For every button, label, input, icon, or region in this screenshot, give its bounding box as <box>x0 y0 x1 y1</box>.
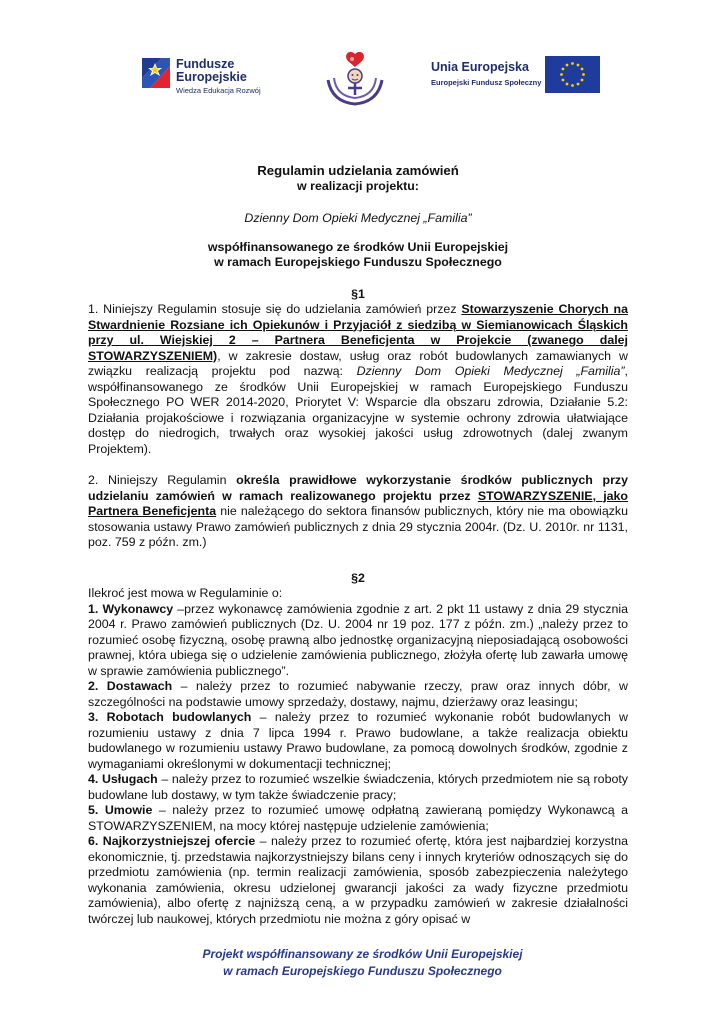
definition-term: 6. Najkorzystniejszej ofercie <box>88 834 256 848</box>
definition-item <box>88 679 628 710</box>
definition-item <box>88 602 628 680</box>
eu-star-icon <box>577 64 580 67</box>
familia-emblem-icon <box>322 50 388 108</box>
eu-star-icon <box>562 68 565 71</box>
p2-lead: 2. Niniejszy Regulamin <box>88 473 237 487</box>
definition-term: 2. Dostawach <box>88 679 173 693</box>
section-1-paragraph-2 <box>88 473 628 551</box>
document-subtitle: w realizacji projektu: <box>297 178 419 193</box>
p2-bold: określa prawidłowe wykorzystanie środków publicznych przy udzielaniu zamówień w ramach realizowanego projektu przez <box>88 473 629 503</box>
familia-logo <box>322 50 388 108</box>
cofinancing-line1: współfinansowanego ze środków Unii Europejskiej <box>207 239 509 254</box>
eu-star-icon <box>581 68 584 71</box>
eu-flag <box>545 56 600 93</box>
p1-tail: , współfinansowanego ze środków Unii Europejskiej w ramach Europejskiego Funduszu Społecznego PO WER 2014-2020, Priorytet V: Wsparcie dla obszaru zdrowia, Działanie 5.2: Działania projakościowe i rozwiązania organizacyjne w systemie ochrony zdrowia ułatwiające dostęp do niedrogich, trwałych oraz wysokiej jakości usług zdrowotnych (dalej zwanym Projektem). <box>88 364 628 456</box>
eu-star-icon <box>582 73 585 76</box>
fe-name-line2: Europejskie <box>176 70 247 84</box>
ue-name: Unia Europejska <box>431 60 529 74</box>
logo-bar <box>0 50 725 106</box>
definition-text: – należy przez to rozumieć umowę odpłatną zawieraną pomiędzy Wykonawcą a STOWARZYSZENIEM, na mocy której następuje udzielenie zamówienia; <box>88 803 628 833</box>
project-name: Dzienny Dom Opieki Medycznej „Familia” <box>244 211 472 225</box>
p1-association-name: Stowarzyszenie Chorych na Stwardnienie Rozsiane ich Opiekunów i Przyjaciół z siedzibą w Siemianowicach Śląskich przy ul. Wiejskiej 2 – Partnera Beneficjenta w Projekcie (zwanego dalej STOWARZYSZENIEM) <box>88 302 628 363</box>
definition-item <box>88 834 628 927</box>
definition-item <box>88 710 628 772</box>
ue-logo-text <box>431 60 542 87</box>
p2-tail: nie należącego do sektora finansów publicznych, który nie ma obowiązku stosowania ustawy Prawo zamówień publicznych z dnia 29 stycznia 2004r. (Dz. U. 2010r. nr 1131, poz. 759 z późn. zm.) <box>88 504 628 549</box>
ue-fund-name: Europejski Fundusz Społeczny <box>431 78 542 87</box>
p1-scope: , w zakresie dostaw, usług oraz robót budowlanych zamawianych w związku realizacją projektu pod nazwą: <box>88 348 628 378</box>
eu-star-icon <box>571 84 574 87</box>
cofinancing-line2: w ramach Europejskiego Funduszu Społecznego <box>214 255 502 269</box>
eu-star-icon <box>581 79 584 82</box>
p1-lead: 1. Niniejszy Regulamin stosuje się do udzielania zamówień przez <box>88 302 462 316</box>
eu-flag-icon <box>545 56 600 93</box>
section-1-heading: §1 <box>351 286 365 301</box>
section-2-intro: Ilekroć jest mowa w Regulaminie o: <box>88 586 283 600</box>
footer-line1: Projekt współfinansowany ze środków Unii Europejskiej <box>202 947 523 961</box>
definition-item <box>88 772 628 803</box>
document-body <box>88 163 628 927</box>
eu-star-icon <box>560 73 563 76</box>
eu-star-icon <box>577 83 580 86</box>
eu-star-icon <box>571 62 574 65</box>
page-footer <box>0 946 725 980</box>
p2-partner: STOWARZYSZENIE, jako Partnera Beneficjenta <box>88 488 629 518</box>
eu-star-icon <box>562 79 565 82</box>
eu-star-icon <box>566 83 569 86</box>
fe-tagline: Wiedza Edukacja Rozwój <box>176 86 261 95</box>
definition-term: 1. Wykonawcy <box>88 601 174 616</box>
definition-text: – należy przez to rozumieć wykonanie robót budowlanych w rozumieniu ustawy z dnia 7 lipca 1994 r. Prawo budowlane, a także realizacja obiektu budowlanego w rozumieniu ustawy Prawo budowlane, za pomocą dowolnych środków, zgodnie z wymaganiami określonymi w dokumentacji technicznej; <box>88 710 628 771</box>
fe-star-icon <box>140 56 172 90</box>
eu-star-icon <box>566 64 569 67</box>
definition-term: 5. Umowie <box>88 803 153 817</box>
definition-text: – należy przez to rozumieć nabywanie rzeczy, praw oraz innych dóbr, w szczególności na podstawie umowy sprzedaży, dostawy, najmu, dzierżawy oraz leasingu; <box>88 679 628 709</box>
footer-line2: w ramach Europejskiego Funduszu Społecznego <box>223 964 502 978</box>
p1-project-name: Dzienny Dom Opieki Medycznej „Familia” <box>356 364 625 378</box>
definition-term: 3. Robotach budowlanych <box>88 710 252 724</box>
definition-item <box>88 803 628 834</box>
document-title: Regulamin udzielania zamówień <box>257 163 459 178</box>
definition-text: – należy przez to rozumieć ofertę, która jest najbardziej korzystna ekonomicznie, tj. przedstawia najkorzystniejszy bilans ceny i innych kryteriów odnoszących się do przedmiotu zamówienia (np. termin realizacji zamówienia, sposób zabezpieczenia należytego wykonania zamówienia, okresu udzielonej gwarancji jakości za wady fizyczne przedmiotu zamówienia), albo ofertę z najniższą ceną, a w przypadku zamówień w zakresie działalności twórczej lub naukowej, których przedmiotu nie można z góry opisać w <box>88 834 628 926</box>
definition-text: – należy przez to rozumieć wszelkie świadczenia, których przedmiotem nie są roboty budowlane lub dostawy, w tym także świadczenie pracy; <box>88 772 628 802</box>
definition-term: 4. Usługach <box>88 772 158 786</box>
definition-text: –przez wykonawcę zamówienia zgodnie z art. 2 pkt 11 ustawy z dnia 29 stycznia 2004 r. Prawo zamówień publicznych (Dz. U. 2004 nr 19 poz. 177 z późn. zm.) „należy przez to rozumieć osobę fizyczną, osobę prawną albo jednostkę organizacyjną nieposiadającą osobowości prawnej, która ubiega się o udzielenie zamówienia publicznego, złożyła ofertę lub zawarła umowę w sprawie zamówienia publicznego”. <box>88 601 628 678</box>
fundusze-europejskie-logo <box>140 56 260 100</box>
section-2-heading: §2 <box>351 570 365 585</box>
definitions-list <box>88 602 628 928</box>
fe-name-line1: Fundusze <box>176 57 235 71</box>
section-1-paragraph-1 <box>88 302 628 457</box>
